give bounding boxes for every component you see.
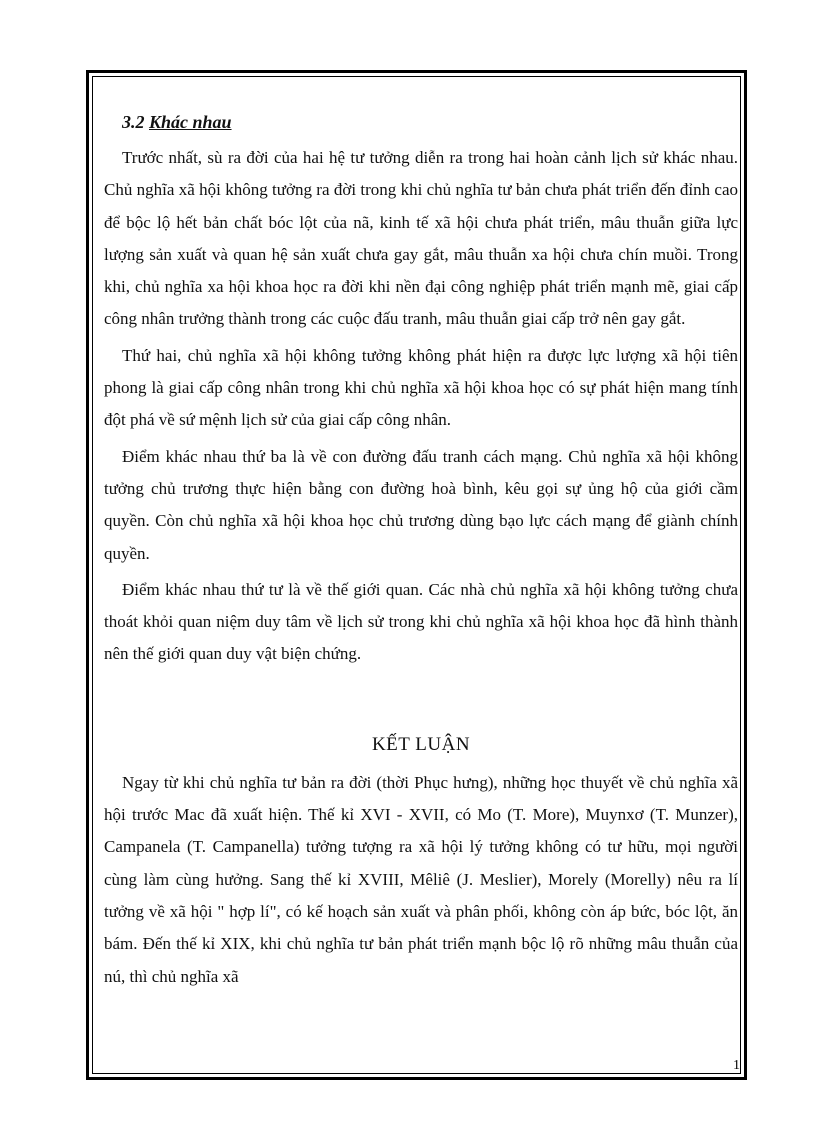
paragraph: Điểm khác nhau thứ ba là về con đường đấu tranh cách mạng. Chủ nghĩa xã hội không tưởng chủ trương thực hiện bằng con đường hoà bình, kêu gọi sự ủng hộ của giới cầm quyền. Còn chủ nghĩa xã hội khoa học chủ trương dùng bạo lực cách mạng để giành chính quyền. <box>104 446 738 563</box>
document-body <box>104 104 738 997</box>
paragraph: Thứ hai, chủ nghĩa xã hội không tưởng không phát hiện ra được lực lượng xã hội tiên phong là giai cấp công nhân trong khi chủ nghĩa xã hội khoa học có sự phát hiện mang tính đột phá về sứ mệnh lịch sử của giai cấp công nhân. <box>104 345 738 430</box>
section-heading <box>122 108 738 136</box>
paragraph: Điểm khác nhau thứ tư là về thế giới quan. Các nhà chủ nghĩa xã hội không tưởng chưa thoát khỏi quan niệm duy tâm về lịch sử trong khi chủ nghĩa xã hội khoa học đã hình thành nên thế giới quan duy vật biện chứng. <box>104 579 738 664</box>
page-number: 1 <box>733 1058 740 1073</box>
conclusion-title: KẾT LUẬN <box>371 733 471 755</box>
section-number: 3.2 <box>122 112 145 132</box>
paragraph: Trước nhất, sù ra đời của hai hệ tư tưởng diễn ra trong hai hoàn cảnh lịch sử khác nhau. Chủ nghĩa xã hội không tưởng ra đời trong khi chủ nghĩa tư bản chưa phát triển đến đỉnh cao để bộc lộ hết bản chất bóc lột của nã, kinh tế xã hội chưa phát triển, mâu thuẫn giữa lực lượng sản xuất và quan hệ sản xuất chưa gay gắt, mâu thuẫn xa hội chưa chín muồi. Trong khi, chủ nghĩa xa hội khoa học ra đời khi nền đại công nghiệp phát triển mạnh mẽ, giai cấp công nhân trưởng thành trong các cuộc đấu tranh, mâu thuẫn giai cấp trở nên gay gắt. <box>104 148 738 329</box>
section-title: Khác nhau <box>149 112 232 132</box>
conclusion-paragraph: Ngay từ khi chủ nghĩa tư bản ra đời (thời Phục hưng), những học thuyết về chủ nghĩa xã hội trước Mac đã xuất hiện. Thế kỉ XVI - XVII, có Mo (T. More), Muynxơ (T. Munzer), Campanela (T. Campanella) tưởng tượng ra xã hội lý tưởng không có tư hữu, mọi người cùng làm cùng hưởng. Sang thế kỉ XVIII, Mêliê (J. Meslier), Morely (Morelly) nêu ra lí tưởng về xã hội " hợp lí", có kế hoạch sản xuất và phân phối, không còn áp bức, bóc lột, ăn bám. Đến thế kỉ XIX, khi chủ nghĩa tư bản phát triển mạnh bộc lộ rõ những mâu thuẫn của nú, thì chủ nghĩa xã <box>104 772 738 986</box>
